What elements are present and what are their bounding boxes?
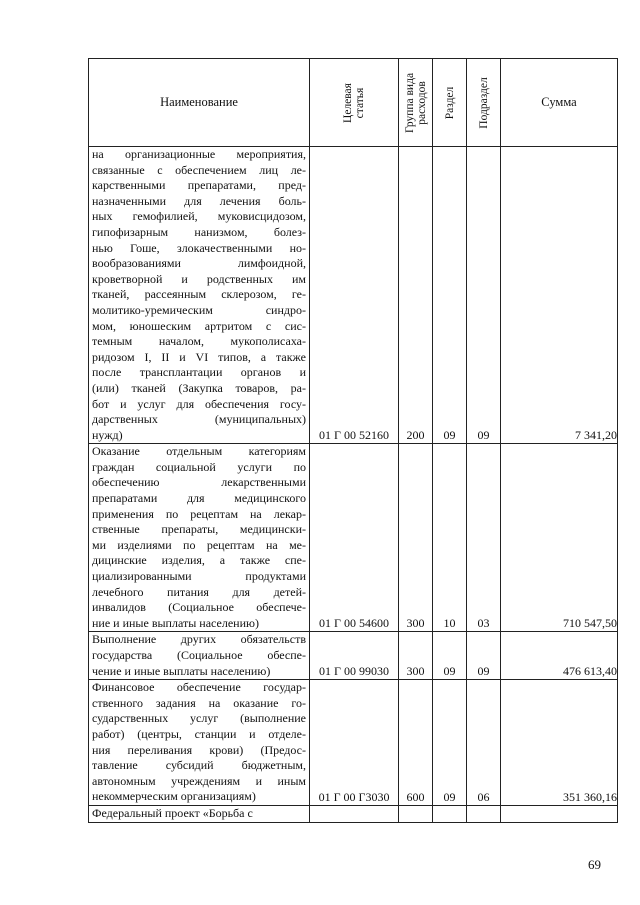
- row-amount: 7 341,20: [501, 147, 618, 444]
- description-line: работ) (центры, станции и отделе-: [92, 726, 306, 741]
- description-line: ных гемофилией, муковисцидозом,: [92, 209, 306, 224]
- row-section: 09: [433, 680, 467, 806]
- header-target-article: [310, 59, 399, 147]
- budget-table: [88, 58, 618, 823]
- row-target-article: [310, 805, 399, 822]
- description-line: кроветворной и родственных им: [92, 271, 306, 286]
- description-line: назначенными для лечения боль-: [92, 193, 306, 208]
- row-subsection: 09: [467, 632, 501, 680]
- table-row: [89, 444, 618, 632]
- row-target-article: 01 Г 00 54600: [310, 444, 399, 632]
- description-line: нью Гоше, злокачественными но-: [92, 240, 306, 255]
- row-amount: [501, 805, 618, 822]
- header-group-line1: Группа вида: [403, 72, 416, 133]
- description-line: на организационные мероприятия,: [92, 147, 306, 161]
- row-subsection: 06: [467, 680, 501, 806]
- description-line: (или) тканей (Закупка товаров, ра-: [92, 380, 306, 395]
- row-target-article: 01 Г 00 99030: [310, 632, 399, 680]
- row-amount: 710 547,50: [501, 444, 618, 632]
- row-expense-group: [399, 805, 433, 822]
- description-line: связанные с обеспечением лиц ле-: [92, 162, 306, 177]
- row-expense-group: 600: [399, 680, 433, 806]
- row-description: [89, 444, 310, 632]
- description-line: автономным учреждениям и иным: [92, 773, 306, 788]
- header-name: Наименование: [89, 59, 310, 147]
- description-line: бот и услуг для обеспечения госу-: [92, 396, 306, 411]
- table-row: [89, 680, 618, 806]
- row-target-article: 01 Г 00 Г3030: [310, 680, 399, 806]
- description-line: препаратами для медицинского: [92, 491, 306, 506]
- description-line: Финансовое обеспечение государ-: [92, 680, 306, 695]
- header-section-label: Раздел: [443, 86, 456, 119]
- row-target-article: 01 Г 00 52160: [310, 147, 399, 444]
- row-amount: 351 360,16: [501, 680, 618, 806]
- row-expense-group: 300: [399, 632, 433, 680]
- description-line: Федеральный проект «Борьба с: [92, 805, 253, 820]
- description-line: Выполнение других обязательств: [92, 632, 306, 647]
- description-line: дицинские изделия, а также спе-: [92, 553, 306, 568]
- description-line: инвалидов (Социальное обеспече-: [92, 600, 306, 615]
- description-line: ственного задания на оказание го-: [92, 695, 306, 710]
- row-subsection: [467, 805, 501, 822]
- description-line: ми изделиями по рецептам на ме-: [92, 537, 306, 552]
- description-line: граждан социальной услуги по: [92, 459, 306, 474]
- header-target-line2: статья: [354, 87, 366, 118]
- description-line: темным началом, мукополисаха-: [92, 334, 306, 349]
- description-line: тавление субсидий бюджетным,: [92, 758, 306, 773]
- description-line: чение и иные выплаты населению): [92, 663, 271, 678]
- row-subsection: 03: [467, 444, 501, 632]
- header-expense-group: [399, 59, 433, 147]
- row-description: [89, 680, 310, 806]
- header-subsection-label: Подраздел: [477, 76, 490, 129]
- description-line: сударственных услуг (выполнение: [92, 711, 306, 726]
- description-line: мом, юношеским артритом с сис-: [92, 318, 306, 333]
- page-number: 69: [588, 857, 601, 872]
- header-target-line1: Целевая: [342, 82, 354, 123]
- description-line: вообразованиями лимфоидной,: [92, 256, 306, 271]
- table-header-row: [89, 59, 618, 147]
- row-subsection: 09: [467, 147, 501, 444]
- description-line: обеспечению лекарственными: [92, 475, 306, 490]
- description-line: некоммерческим организациям): [92, 789, 256, 804]
- description-line: дарственных (муниципальных): [92, 412, 306, 427]
- header-amount: Сумма: [501, 59, 618, 147]
- table-row: [89, 632, 618, 680]
- description-line: после трансплантации органов и: [92, 365, 306, 380]
- description-line: ридозом I, II и VI типов, а также: [92, 349, 306, 364]
- row-expense-group: 300: [399, 444, 433, 632]
- description-line: карственными препаратами, пред-: [92, 178, 306, 193]
- row-expense-group: 200: [399, 147, 433, 444]
- description-line: ние и иные выплаты населению): [92, 615, 259, 630]
- row-amount: 476 613,40: [501, 632, 618, 680]
- row-description: [89, 805, 310, 822]
- description-line: ственные препараты, медицински-: [92, 522, 306, 537]
- table-row: [89, 147, 618, 444]
- description-line: гипофизарным нанизмом, болез-: [92, 224, 306, 239]
- header-group-line2: расходов: [415, 80, 428, 125]
- description-line: циализированными продуктами: [92, 569, 306, 584]
- row-section: 10: [433, 444, 467, 632]
- description-line: применения по рецептам на лекар-: [92, 506, 306, 521]
- description-line: государства (Социальное обеспе-: [92, 648, 306, 662]
- row-section: 09: [433, 632, 467, 680]
- description-line: лечебного питания для детей-: [92, 584, 306, 599]
- row-description: [89, 632, 310, 680]
- description-line: тканей, рассеянным склерозом, ге-: [92, 287, 306, 302]
- description-line: нужд): [92, 427, 123, 442]
- header-subsection: [467, 59, 501, 147]
- row-description: [89, 147, 310, 444]
- header-section: [433, 59, 467, 147]
- description-line: ния переливания крови) (Предос-: [92, 742, 306, 757]
- table-row: [89, 805, 618, 822]
- row-section: [433, 805, 467, 822]
- description-line: молитико-уремическим синдро-: [92, 302, 306, 317]
- row-section: 09: [433, 147, 467, 444]
- description-line: Оказание отдельным категориям: [92, 444, 306, 459]
